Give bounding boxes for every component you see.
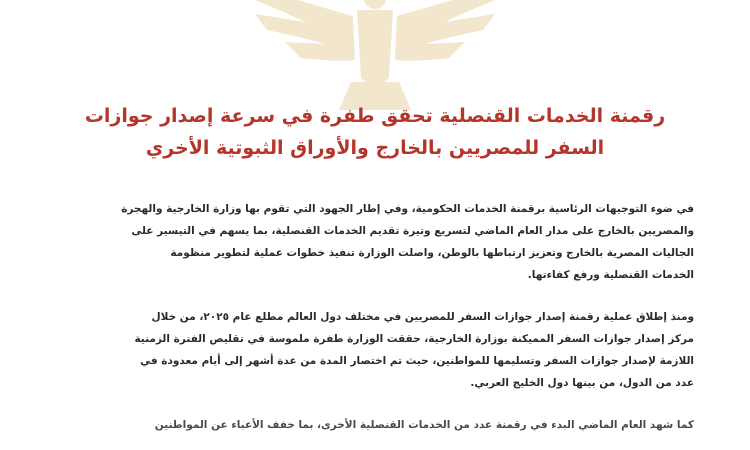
text-line: مركز إصدار جوازات السفر المميكنة بوزارة الخارجية، حققت الوزارة طفرة ملموسة في تقليص الفترة الزمنية (134, 333, 694, 345)
text-line: كما شهد العام الماضي البدء في رقمنة عدد من الخدمات القنصلية الأخرى، بما خفف الأعباء عن المواطنين (154, 419, 694, 431)
text-line: في ضوء التوجيهات الرئاسية برقمنة الخدمات الحكومية، وفي إطار الجهود التي تقوم بها وزارة الخارجية والهجرة (121, 203, 694, 215)
text-line: اللازمة لإصدار جوازات السفر وتسليمها للمواطنين، حيث تم اختصار المدة من عدة أشهر إلى أيام معدودة في (140, 355, 694, 367)
paragraph-2 (82, 306, 694, 394)
title-line: السفر للمصريين بالخارج والأوراق الثبوتية الأخري (145, 137, 605, 159)
paragraph-3 (82, 414, 694, 436)
title-line: رقمنة الخدمات القنصلية تحقق طفرة في سرعة إصدار جوازات (84, 105, 666, 127)
paragraph-1 (82, 198, 694, 286)
text-line: الخدمات القنصلية ورفع كفاءتها. (527, 269, 694, 281)
text-line: والمصريين بالخارج على مدار العام الماضي لتسريع وتيرة تقديم الخدمات القنصلية، بما يسهم في التيسير على (131, 225, 694, 237)
article-body (82, 198, 694, 450)
text-line: الجاليات المصرية بالخارج وتعزيز ارتباطها بالوطن، واصلت الوزارة تنفيذ خطوات عملية لتطوير منظومة (170, 247, 694, 259)
article-title (60, 100, 690, 164)
text-line: عدد من الدول، من بينها دول الخليج العربي. (470, 377, 694, 389)
text-line: ومنذ إطلاق عملية رقمنة إصدار جوازات السفر للمصريين في مختلف دول العالم مطلع عام ٢٠٢٥، من خلال (151, 311, 694, 323)
